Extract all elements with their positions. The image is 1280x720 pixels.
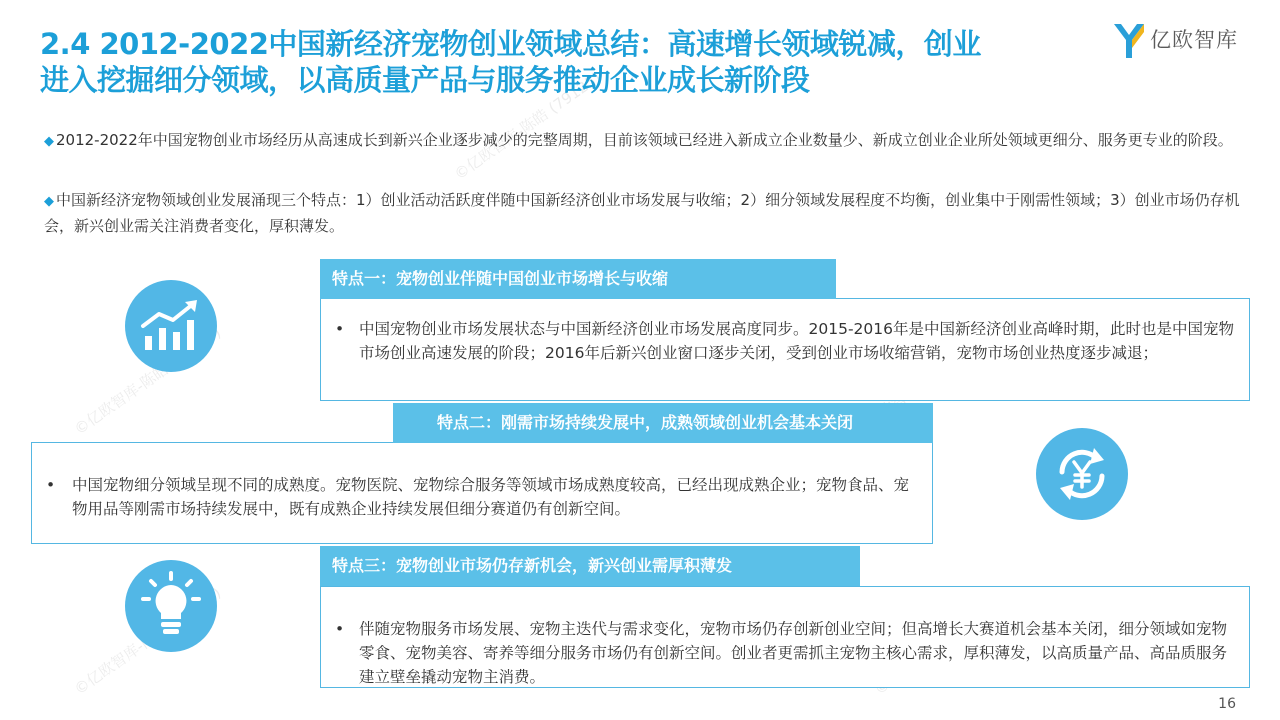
feature-3-header: 特点三：宠物创业市场仍存新机会，新兴创业需厚积薄发 [320,546,860,586]
bullet: • [46,476,56,494]
feature-1-box [320,298,1250,401]
logo-text: 亿欧智库 [1150,28,1238,52]
logo-mark-icon [1112,18,1146,60]
feature-2-text: 中国宠物细分领域呈现不同的成熟度。宠物医院、宠物综合服务等领域市场成熟度较高，已经出现成熟企业；宠物食品、宠物用品等刚需市场持续发展中，既有成熟企业持续发展但细分赛道仍有创新空间。 [72,476,910,518]
page-title [40,26,1100,98]
watermark: ©亿欧智库-陈皓 (79125) [450,68,605,184]
diamond-bullet-icon: ◆ [44,194,54,209]
brand-logo [1112,18,1262,60]
growth-chart-icon [125,280,217,372]
intro-paragraph-1: ◆ 2012-2022年中国宠物创业市场经历从高速成长到新兴企业逐步减少的完整周期，目前该领域已经进入新成立企业数量少、新成立创业企业所处领域更细分、服务更专业的阶段。 [44,131,1233,149]
feature-3-box [320,586,1250,688]
page-number: 16 [1218,696,1236,712]
page-title-line-1: 2.4 2012-2022中国新经济宠物创业领域总结：高速增长领域锐减，创业 [40,27,981,61]
bullet: • [335,320,345,338]
feature-1-header: 特点一：宠物创业伴随中国创业市场增长与收缩 [320,259,836,299]
page-title-line-2: 进入挖掘细分领域，以高质量产品与服务推动企业成长新阶段 [40,63,810,97]
yuan-cycle-icon [1036,428,1128,520]
feature-3-text: 伴随宠物服务市场发展、宠物主迭代与需求变化，宠物市场仍存创新创业空间；但高增长大赛道机会基本关闭，细分领域如宠物零食、宠物美容、寄养等细分服务市场仍有创新空间。创业者更需抓主宠物主核心需求，厚积薄发，以高质量产品、高品质服务建立壁垒撬动宠物主消费。 [359,620,1228,686]
lightbulb-icon [125,560,217,652]
watermark: ©亿欧智库-陈皓 (79125) [70,323,225,439]
watermark: ©亿欧智库-陈皓 [70,620,172,699]
feature-2-box [31,442,933,544]
intro-paragraph-2: ◆ 中国新经济宠物领域创业发展涌现三个特点：1）创业活动活跃度伴随中国新经济创业市场发展与收缩；2）细分领域发展程度不均衡，创业集中于刚需性领域；3）创业市场仍存机会，新兴创业需关注消费者变化，厚积薄发。 [44,191,1240,235]
diamond-bullet-icon: ◆ [44,134,54,149]
feature-1-text: 中国宠物创业市场发展状态与中国新经济创业市场发展高度同步。2015-2016年是中国新经济创业高峰时期，此时也是中国宠物市场创业高速发展的阶段；2016年后新兴创业窗口逐步关闭，受到创业市场收缩营销，宠物市场创业热度逐步减退； [359,320,1234,362]
feature-2-header: 特点二：刚需市场持续发展中，成熟领域创业机会基本关闭 [393,403,933,443]
bullet: • [335,620,345,638]
